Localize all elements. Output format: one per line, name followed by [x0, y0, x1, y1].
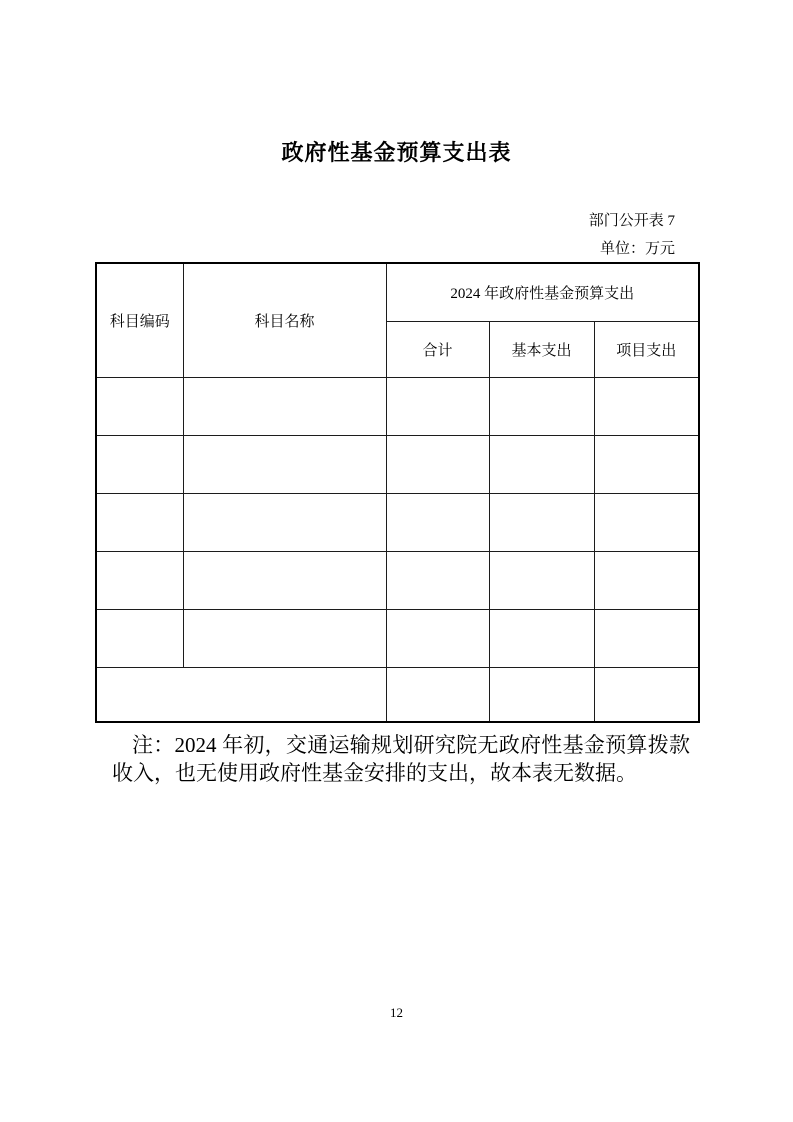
- table-cell: [489, 551, 594, 609]
- table-cell: [386, 551, 489, 609]
- header-row-group: [96, 263, 699, 321]
- table-cell: [386, 493, 489, 551]
- table-cell: [386, 609, 489, 667]
- budget-table: [95, 262, 700, 723]
- budget-table-body: [96, 377, 699, 722]
- page-title: 政府性基金预算支出表: [281, 140, 512, 165]
- table-cell: [594, 609, 699, 667]
- budget-table-header: [96, 263, 699, 377]
- table-row: [96, 667, 699, 722]
- table-row: [96, 493, 699, 551]
- unit-label: 单位：万元: [599, 241, 675, 257]
- header-subject-name: 科目名称: [183, 263, 386, 377]
- table-cell: [183, 609, 386, 667]
- table-cell: [96, 609, 183, 667]
- table-number: 部门公开表 7: [588, 213, 675, 229]
- table-cell: [96, 551, 183, 609]
- table-row: [96, 551, 699, 609]
- table-cell: [489, 609, 594, 667]
- table-cell: [386, 435, 489, 493]
- table-cell: [386, 377, 489, 435]
- table-cell: [96, 667, 386, 722]
- table-cell: [96, 377, 183, 435]
- page-number: 12: [390, 1005, 403, 1020]
- table-cell: [594, 493, 699, 551]
- table-meta: [589, 207, 675, 263]
- header-budget-group: 2024 年政府性基金预算支出: [386, 263, 699, 321]
- table-cell: [489, 435, 594, 493]
- header-project-expenditure: 项目支出: [594, 321, 699, 377]
- header-subject-code: 科目编码: [96, 263, 183, 377]
- table-cell: [489, 667, 594, 722]
- header-total: 合计: [386, 321, 489, 377]
- table-cell: [594, 435, 699, 493]
- table-row: [96, 435, 699, 493]
- table-cell: [489, 493, 594, 551]
- note: 注：2024 年初，交通运输规划研究院无政府性基金预算拨款收入，也无使用政府性基金安排的支出，故本表无数据。: [112, 733, 690, 785]
- table-cell: [386, 667, 489, 722]
- table-cell: [594, 377, 699, 435]
- table-cell: [183, 493, 386, 551]
- header-basic-expenditure: 基本支出: [489, 321, 594, 377]
- table-row: [96, 609, 699, 667]
- table-cell: [96, 435, 183, 493]
- table-row: [96, 377, 699, 435]
- table-cell: [183, 435, 386, 493]
- table-cell: [594, 667, 699, 722]
- table-cell: [96, 493, 183, 551]
- table-cell: [489, 377, 594, 435]
- table-cell: [594, 551, 699, 609]
- table-cell: [183, 551, 386, 609]
- table-cell: [183, 377, 386, 435]
